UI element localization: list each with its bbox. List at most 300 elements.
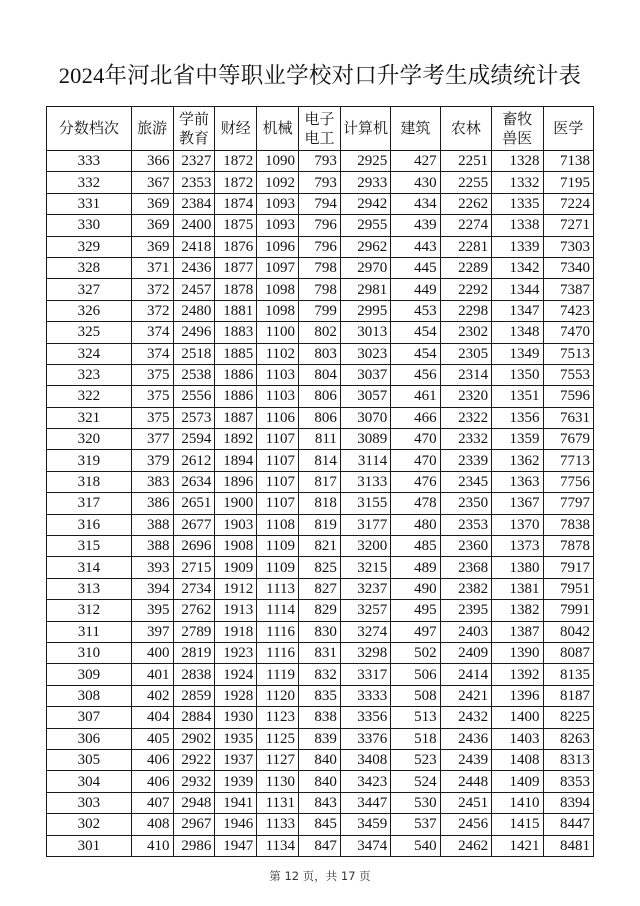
count-cell: 3237 — [340, 578, 390, 599]
count-cell: 7553 — [543, 364, 593, 385]
table-row — [47, 664, 594, 685]
count-cell: 489 — [391, 557, 440, 578]
count-cell: 8263 — [543, 728, 593, 749]
count-cell: 454 — [391, 322, 440, 343]
count-cell: 3057 — [340, 386, 390, 407]
count-cell: 7917 — [543, 557, 593, 578]
count-cell: 2339 — [440, 450, 491, 471]
count-cell: 2368 — [440, 557, 491, 578]
count-cell: 1924 — [215, 664, 257, 685]
count-cell: 8135 — [543, 664, 593, 685]
count-cell: 1387 — [492, 621, 543, 642]
count-cell: 3114 — [340, 450, 390, 471]
count-cell: 2414 — [440, 664, 491, 685]
count-cell: 470 — [391, 429, 440, 450]
count-cell: 3408 — [340, 749, 390, 770]
count-cell: 2634 — [173, 471, 215, 492]
count-cell: 2327 — [173, 151, 215, 172]
table-row — [47, 450, 594, 471]
count-cell: 1106 — [257, 407, 299, 428]
count-cell: 374 — [131, 322, 173, 343]
count-cell: 1935 — [215, 728, 257, 749]
count-cell: 1093 — [257, 215, 299, 236]
table-row — [47, 814, 594, 835]
count-cell: 3317 — [340, 664, 390, 685]
score-level-cell: 319 — [47, 450, 132, 471]
count-cell: 3177 — [340, 514, 390, 535]
count-cell: 2298 — [440, 300, 491, 321]
score-statistics-table — [46, 106, 594, 857]
count-cell: 1410 — [492, 792, 543, 813]
count-cell: 2400 — [173, 215, 215, 236]
count-cell: 794 — [299, 193, 341, 214]
count-cell: 508 — [391, 685, 440, 706]
count-cell: 2556 — [173, 386, 215, 407]
count-cell: 1108 — [257, 514, 299, 535]
count-cell: 821 — [299, 536, 341, 557]
count-cell: 1123 — [257, 707, 299, 728]
count-cell: 2696 — [173, 536, 215, 557]
count-cell: 1903 — [215, 514, 257, 535]
count-cell: 1408 — [492, 749, 543, 770]
count-cell: 1113 — [257, 578, 299, 599]
count-cell: 518 — [391, 728, 440, 749]
count-cell: 369 — [131, 193, 173, 214]
count-cell: 1359 — [492, 429, 543, 450]
count-cell: 1912 — [215, 578, 257, 599]
count-cell: 2925 — [340, 151, 390, 172]
count-cell: 502 — [391, 642, 440, 663]
count-cell: 1098 — [257, 300, 299, 321]
count-cell: 3200 — [340, 536, 390, 557]
count-cell: 1338 — [492, 215, 543, 236]
count-cell: 470 — [391, 450, 440, 471]
count-cell: 2651 — [173, 493, 215, 514]
count-cell: 1872 — [215, 172, 257, 193]
count-cell: 2496 — [173, 322, 215, 343]
table-header-row — [47, 107, 594, 151]
table-body — [47, 151, 594, 857]
table-row — [47, 279, 594, 300]
count-cell: 397 — [131, 621, 173, 642]
count-cell: 1102 — [257, 343, 299, 364]
count-cell: 8225 — [543, 707, 593, 728]
count-cell: 819 — [299, 514, 341, 535]
count-cell: 1382 — [492, 600, 543, 621]
count-cell: 1928 — [215, 685, 257, 706]
count-cell: 7991 — [543, 600, 593, 621]
count-cell: 366 — [131, 151, 173, 172]
count-cell: 523 — [391, 749, 440, 770]
count-cell: 2395 — [440, 600, 491, 621]
count-cell: 7195 — [543, 172, 593, 193]
count-cell: 375 — [131, 364, 173, 385]
count-cell: 2353 — [173, 172, 215, 193]
score-level-cell: 307 — [47, 707, 132, 728]
count-cell: 1347 — [492, 300, 543, 321]
score-level-cell: 306 — [47, 728, 132, 749]
count-cell: 2518 — [173, 343, 215, 364]
count-cell: 530 — [391, 792, 440, 813]
count-cell: 8394 — [543, 792, 593, 813]
count-cell: 804 — [299, 364, 341, 385]
count-cell: 2302 — [440, 322, 491, 343]
count-cell: 2819 — [173, 642, 215, 663]
score-level-cell: 304 — [47, 771, 132, 792]
count-cell: 1362 — [492, 450, 543, 471]
count-cell: 7423 — [543, 300, 593, 321]
count-cell: 2789 — [173, 621, 215, 642]
count-cell: 843 — [299, 792, 341, 813]
table-row — [47, 322, 594, 343]
count-cell: 1947 — [215, 835, 257, 856]
count-cell: 1913 — [215, 600, 257, 621]
count-cell: 449 — [391, 279, 440, 300]
count-cell: 1381 — [492, 578, 543, 599]
count-cell: 7797 — [543, 493, 593, 514]
count-cell: 7303 — [543, 236, 593, 257]
count-cell: 1127 — [257, 749, 299, 770]
count-cell: 1344 — [492, 279, 543, 300]
count-cell: 1092 — [257, 172, 299, 193]
count-cell: 2353 — [440, 514, 491, 535]
score-level-cell: 311 — [47, 621, 132, 642]
count-cell: 1103 — [257, 364, 299, 385]
count-cell: 2448 — [440, 771, 491, 792]
count-cell: 2436 — [173, 257, 215, 278]
score-level-cell: 333 — [47, 151, 132, 172]
count-cell: 445 — [391, 257, 440, 278]
count-cell: 372 — [131, 279, 173, 300]
score-level-cell: 313 — [47, 578, 132, 599]
count-cell: 8313 — [543, 749, 593, 770]
count-cell: 825 — [299, 557, 341, 578]
count-cell: 7713 — [543, 450, 593, 471]
score-level-cell: 315 — [47, 536, 132, 557]
count-cell: 480 — [391, 514, 440, 535]
count-cell: 7838 — [543, 514, 593, 535]
score-level-cell: 314 — [47, 557, 132, 578]
score-level-cell: 302 — [47, 814, 132, 835]
column-header: 机械 — [257, 107, 299, 151]
score-level-cell: 332 — [47, 172, 132, 193]
count-cell: 2967 — [173, 814, 215, 835]
column-header: 财经 — [215, 107, 257, 151]
count-cell: 430 — [391, 172, 440, 193]
count-cell: 490 — [391, 578, 440, 599]
count-cell: 793 — [299, 172, 341, 193]
column-header: 医学 — [543, 107, 593, 151]
count-cell: 830 — [299, 621, 341, 642]
page-number: 第 12 页，共 17 页 — [269, 869, 371, 883]
count-cell: 2942 — [340, 193, 390, 214]
count-cell: 1908 — [215, 536, 257, 557]
count-cell: 1134 — [257, 835, 299, 856]
count-cell: 1373 — [492, 536, 543, 557]
count-cell: 405 — [131, 728, 173, 749]
count-cell: 3070 — [340, 407, 390, 428]
score-level-cell: 324 — [47, 343, 132, 364]
score-level-cell: 320 — [47, 429, 132, 450]
table-row — [47, 493, 594, 514]
count-cell: 1939 — [215, 771, 257, 792]
count-cell: 1872 — [215, 151, 257, 172]
count-cell: 3013 — [340, 322, 390, 343]
count-cell: 1396 — [492, 685, 543, 706]
count-cell: 814 — [299, 450, 341, 471]
count-cell: 2421 — [440, 685, 491, 706]
count-cell: 495 — [391, 600, 440, 621]
count-cell: 838 — [299, 707, 341, 728]
count-cell: 3257 — [340, 600, 390, 621]
count-cell: 395 — [131, 600, 173, 621]
count-cell: 1896 — [215, 471, 257, 492]
count-cell: 369 — [131, 215, 173, 236]
count-cell: 1390 — [492, 642, 543, 663]
score-level-cell: 322 — [47, 386, 132, 407]
count-cell: 2403 — [440, 621, 491, 642]
count-cell: 1918 — [215, 621, 257, 642]
count-cell: 2274 — [440, 215, 491, 236]
count-cell: 2314 — [440, 364, 491, 385]
count-cell: 2332 — [440, 429, 491, 450]
count-cell: 839 — [299, 728, 341, 749]
table-row — [47, 707, 594, 728]
count-cell: 811 — [299, 429, 341, 450]
table-row — [47, 215, 594, 236]
count-cell: 456 — [391, 364, 440, 385]
count-cell: 1409 — [492, 771, 543, 792]
count-cell: 401 — [131, 664, 173, 685]
count-cell: 1350 — [492, 364, 543, 385]
count-cell: 375 — [131, 386, 173, 407]
column-header: 电子 电工 — [299, 107, 341, 151]
count-cell: 827 — [299, 578, 341, 599]
count-cell: 2262 — [440, 193, 491, 214]
count-cell: 1339 — [492, 236, 543, 257]
count-cell: 2838 — [173, 664, 215, 685]
count-cell: 2251 — [440, 151, 491, 172]
count-cell: 1120 — [257, 685, 299, 706]
count-cell: 1109 — [257, 536, 299, 557]
count-cell: 2409 — [440, 642, 491, 663]
count-cell: 8481 — [543, 835, 593, 856]
count-cell: 1370 — [492, 514, 543, 535]
score-level-cell: 305 — [47, 749, 132, 770]
count-cell: 3356 — [340, 707, 390, 728]
count-cell: 369 — [131, 236, 173, 257]
count-cell: 476 — [391, 471, 440, 492]
count-cell: 367 — [131, 172, 173, 193]
count-cell: 1877 — [215, 257, 257, 278]
count-cell: 3298 — [340, 642, 390, 663]
count-cell: 1874 — [215, 193, 257, 214]
count-cell: 2734 — [173, 578, 215, 599]
count-cell: 2305 — [440, 343, 491, 364]
count-cell: 845 — [299, 814, 341, 835]
count-cell: 1886 — [215, 386, 257, 407]
count-cell: 407 — [131, 792, 173, 813]
count-cell: 3215 — [340, 557, 390, 578]
count-cell: 2902 — [173, 728, 215, 749]
count-cell: 1946 — [215, 814, 257, 835]
table-row — [47, 343, 594, 364]
count-cell: 497 — [391, 621, 440, 642]
count-cell: 1415 — [492, 814, 543, 835]
count-cell: 1349 — [492, 343, 543, 364]
table-row — [47, 771, 594, 792]
count-cell: 3447 — [340, 792, 390, 813]
count-cell: 7631 — [543, 407, 593, 428]
table-row — [47, 257, 594, 278]
count-cell: 3474 — [340, 835, 390, 856]
count-cell: 3133 — [340, 471, 390, 492]
count-cell: 2418 — [173, 236, 215, 257]
count-cell: 831 — [299, 642, 341, 663]
count-cell: 2345 — [440, 471, 491, 492]
count-cell: 7387 — [543, 279, 593, 300]
count-cell: 7679 — [543, 429, 593, 450]
column-header: 旅游 — [131, 107, 173, 151]
count-cell: 2289 — [440, 257, 491, 278]
column-header: 计算机 — [340, 107, 390, 151]
count-cell: 1900 — [215, 493, 257, 514]
count-cell: 1093 — [257, 193, 299, 214]
count-cell: 410 — [131, 835, 173, 856]
score-level-cell: 321 — [47, 407, 132, 428]
count-cell: 798 — [299, 279, 341, 300]
table-row — [47, 792, 594, 813]
score-level-cell: 330 — [47, 215, 132, 236]
count-cell: 1130 — [257, 771, 299, 792]
table-row — [47, 172, 594, 193]
count-cell: 3089 — [340, 429, 390, 450]
count-cell: 1107 — [257, 429, 299, 450]
count-cell: 485 — [391, 536, 440, 557]
count-cell: 372 — [131, 300, 173, 321]
score-level-cell: 317 — [47, 493, 132, 514]
count-cell: 439 — [391, 215, 440, 236]
count-cell: 2859 — [173, 685, 215, 706]
table-row — [47, 193, 594, 214]
count-cell: 1116 — [257, 621, 299, 642]
count-cell: 466 — [391, 407, 440, 428]
count-cell: 1090 — [257, 151, 299, 172]
count-cell: 2962 — [340, 236, 390, 257]
count-cell: 2995 — [340, 300, 390, 321]
count-cell: 461 — [391, 386, 440, 407]
count-cell: 3459 — [340, 814, 390, 835]
count-cell: 1109 — [257, 557, 299, 578]
score-level-cell: 308 — [47, 685, 132, 706]
count-cell: 2594 — [173, 429, 215, 450]
count-cell: 3333 — [340, 685, 390, 706]
table-row — [47, 835, 594, 856]
count-cell: 840 — [299, 749, 341, 770]
count-cell: 1909 — [215, 557, 257, 578]
count-cell: 2981 — [340, 279, 390, 300]
table-row — [47, 429, 594, 450]
count-cell: 506 — [391, 664, 440, 685]
count-cell: 2451 — [440, 792, 491, 813]
count-cell: 3376 — [340, 728, 390, 749]
count-cell: 835 — [299, 685, 341, 706]
count-cell: 2350 — [440, 493, 491, 514]
count-cell: 1097 — [257, 257, 299, 278]
count-cell: 2281 — [440, 236, 491, 257]
count-cell: 1103 — [257, 386, 299, 407]
count-cell: 3155 — [340, 493, 390, 514]
count-cell: 1876 — [215, 236, 257, 257]
count-cell: 2255 — [440, 172, 491, 193]
count-cell: 1392 — [492, 664, 543, 685]
count-cell: 818 — [299, 493, 341, 514]
count-cell: 1332 — [492, 172, 543, 193]
count-cell: 7138 — [543, 151, 593, 172]
count-cell: 1356 — [492, 407, 543, 428]
count-cell: 1881 — [215, 300, 257, 321]
count-cell: 1878 — [215, 279, 257, 300]
column-header: 农林 — [440, 107, 491, 151]
table-row — [47, 728, 594, 749]
count-cell: 1886 — [215, 364, 257, 385]
count-cell: 3023 — [340, 343, 390, 364]
count-cell: 454 — [391, 343, 440, 364]
count-cell: 1883 — [215, 322, 257, 343]
table-row — [47, 749, 594, 770]
count-cell: 453 — [391, 300, 440, 321]
count-cell: 1100 — [257, 322, 299, 343]
table-row — [47, 621, 594, 642]
count-cell: 1885 — [215, 343, 257, 364]
score-level-cell: 326 — [47, 300, 132, 321]
count-cell: 796 — [299, 215, 341, 236]
count-cell: 7271 — [543, 215, 593, 236]
count-cell: 8353 — [543, 771, 593, 792]
count-cell: 8187 — [543, 685, 593, 706]
count-cell: 402 — [131, 685, 173, 706]
count-cell: 1892 — [215, 429, 257, 450]
count-cell: 7470 — [543, 322, 593, 343]
count-cell: 1116 — [257, 642, 299, 663]
count-cell: 1114 — [257, 600, 299, 621]
count-cell: 386 — [131, 493, 173, 514]
count-cell: 1875 — [215, 215, 257, 236]
table-row — [47, 578, 594, 599]
count-cell: 427 — [391, 151, 440, 172]
count-cell: 388 — [131, 536, 173, 557]
count-cell: 2677 — [173, 514, 215, 535]
count-cell: 377 — [131, 429, 173, 450]
count-cell: 434 — [391, 193, 440, 214]
count-cell: 7224 — [543, 193, 593, 214]
count-cell: 513 — [391, 707, 440, 728]
count-cell: 1107 — [257, 450, 299, 471]
count-cell: 2432 — [440, 707, 491, 728]
score-level-cell: 301 — [47, 835, 132, 856]
count-cell: 1328 — [492, 151, 543, 172]
count-cell: 847 — [299, 835, 341, 856]
count-cell: 1421 — [492, 835, 543, 856]
count-cell: 2884 — [173, 707, 215, 728]
count-cell: 2439 — [440, 749, 491, 770]
score-level-cell: 309 — [47, 664, 132, 685]
table-row — [47, 557, 594, 578]
count-cell: 3037 — [340, 364, 390, 385]
count-cell: 393 — [131, 557, 173, 578]
column-header: 畜牧 兽医 — [492, 107, 543, 151]
count-cell: 2382 — [440, 578, 491, 599]
